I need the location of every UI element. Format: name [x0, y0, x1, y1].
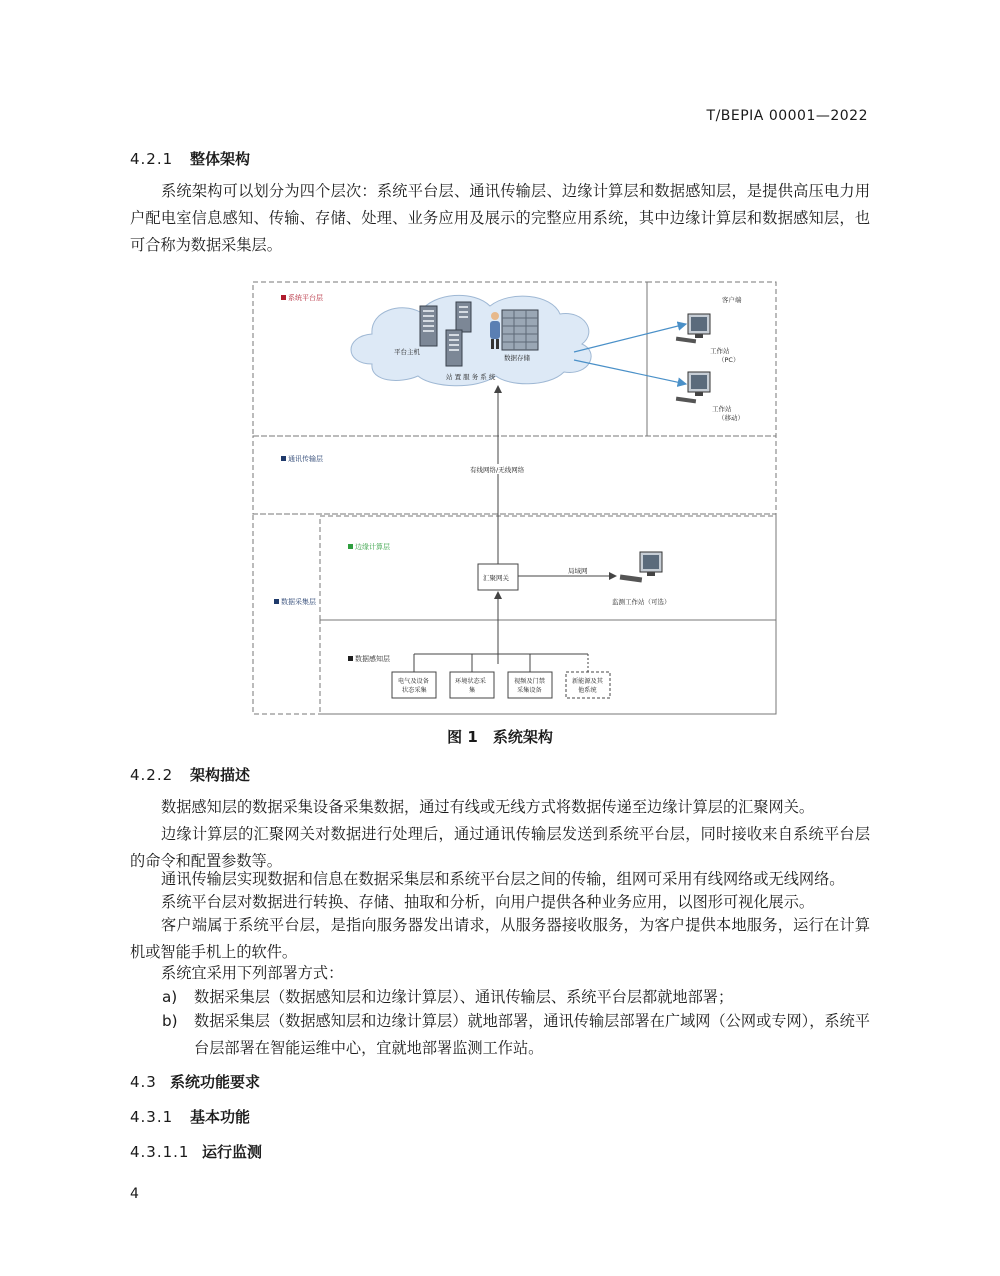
page-number: 4 [130, 1186, 139, 1202]
label-ws-mobile: 工作站 [712, 405, 732, 413]
section-title: 基本功能 [190, 1108, 251, 1126]
comm-layer-box [253, 436, 776, 514]
label-device-1-line1: 电气及设备 [398, 678, 429, 685]
label-gateway: 汇聚网关 [483, 574, 509, 582]
label-sense-layer: 数据感知层 [355, 655, 390, 663]
label-network: 有线网络/无线网络 [470, 466, 525, 474]
device-box-video [508, 672, 552, 698]
document-code: T/BEPIA 00001—2022 [706, 108, 868, 124]
edge-layer-box [320, 516, 776, 620]
section-number: 4.3.1 [130, 1108, 174, 1126]
sense-layer-box [320, 620, 776, 714]
paragraph-client: 客户端属于系统平台层，是指向服务器发出请求，从服务器接收服务，为客户提供本地服务，运行在计算机或智能手机上的软件。 [130, 916, 870, 961]
section-heading-4-3 [130, 1071, 260, 1092]
label-device-1-line2: 状态采集 [402, 687, 427, 694]
section-number: 4.3 [130, 1073, 157, 1091]
edge-marker-icon [348, 544, 353, 549]
section-number: 4.2.2 [130, 766, 174, 784]
monitor-computer-icon [620, 552, 662, 583]
comm-marker-icon [281, 456, 286, 461]
label-device-2-line1: 环境状态采 [455, 678, 486, 685]
paragraph-edge-layer: 边缘计算层的汇聚网关对数据进行处理后，通过通讯传输层发送到系统平台层，同时接收来自系统平台层的命令和配置参数等。 [130, 825, 870, 870]
label-cloud-service: 站 置 服 务 系 统 [446, 373, 496, 381]
paragraph-architecture-overview: 系统架构可以划分为四个层次：系统平台层、通讯传输层、边缘计算层和数据感知层，是提供高压电力用户配电室信息感知、传输、存储、处理、业务应用及展示的完整应用系统，其中边缘计算层和数据感知层，也可合称为数据采集层。 [130, 182, 870, 254]
section-title: 架构描述 [190, 766, 251, 784]
label-ws-pc-note: （PC） [718, 356, 740, 364]
label-device-4-line1: 新能源及其 [572, 678, 603, 685]
server-icon [456, 302, 471, 332]
list-marker: b) [162, 1012, 178, 1030]
platform-marker-icon [281, 295, 286, 300]
label-ws-pc: 工作站 [710, 347, 730, 355]
storage-rack-icon [502, 310, 538, 350]
label-ws-mobile-note: （移动） [718, 414, 744, 422]
list-item-a [130, 984, 870, 1011]
section-heading-4-2-1 [130, 148, 250, 169]
label-collect-layer: 数据采集层 [281, 598, 316, 606]
device-box-environment [450, 672, 494, 698]
section-title: 运行监测 [202, 1143, 263, 1161]
architecture-diagram [252, 280, 778, 718]
section-heading-4-3-1-1 [130, 1141, 262, 1162]
label-device-2-line2: 集 [469, 687, 476, 694]
paragraph-sense-layer: 数据感知层的数据采集设备采集数据，通过有线或无线方式将数据传递至边缘计算层的汇聚网关。 [161, 798, 815, 816]
list-item-b [130, 1008, 870, 1062]
paragraph-comm-layer: 通讯传输层实现数据和信息在数据采集层和系统平台层之间的传输，组网可采用有线网络或无线网络。 [161, 870, 845, 888]
list-text: 数据采集层（数据感知层和边缘计算层）就地部署，通讯传输层部署在广域网（公网或专网），系统平台层部署在智能运维中心，宜就地部署监测工作站。 [194, 1012, 870, 1057]
list-marker: a) [162, 988, 178, 1006]
label-client: 客户端 [722, 296, 742, 304]
section-title: 系统功能要求 [170, 1073, 261, 1091]
server-icon [420, 306, 437, 346]
sense-marker-icon [348, 656, 353, 661]
section-number: 4.3.1.1 [130, 1143, 190, 1161]
label-data-storage: 数据存储 [504, 354, 530, 362]
paragraph-deployment-intro: 系统宜采用下列部署方式： [161, 964, 344, 982]
label-device-3-line1: 视频及门禁 [514, 678, 545, 685]
section-title: 整体架构 [190, 150, 251, 168]
section-heading-4-2-2 [130, 764, 250, 785]
server-icon [446, 330, 462, 366]
section-number: 4.2.1 [130, 150, 174, 168]
arrow-to-pc [574, 324, 686, 352]
label-platform-host: 平台主机 [394, 348, 420, 356]
label-device-3-line2: 采集设备 [517, 687, 542, 694]
label-platform-layer: 系统平台层 [288, 294, 323, 302]
label-monitor-ws: 监测工作站（可选） [612, 598, 671, 606]
device-box-electrical [392, 672, 436, 698]
computer-icon [676, 372, 710, 403]
paragraph-platform-layer: 系统平台层对数据进行转换、存储、抽取和分析，向用户提供各种业务应用，以图形可视化展示。 [161, 893, 815, 911]
label-comm-layer: 通讯传输层 [288, 455, 323, 463]
list-text: 数据采集层（数据感知层和边缘计算层）、通讯传输层、系统平台层都就地部署； [194, 988, 734, 1006]
arrow-to-mobile [574, 360, 686, 384]
section-heading-4-3-1 [130, 1106, 250, 1127]
label-edge-layer: 边缘计算层 [355, 543, 390, 551]
label-device-4-line2: 他系统 [578, 687, 597, 694]
device-box-new-energy [566, 672, 610, 698]
collect-marker-icon [274, 599, 279, 604]
computer-icon [676, 314, 710, 343]
figure-caption: 图 1 系统架构 [447, 728, 553, 746]
label-lan: 局域网 [568, 567, 588, 575]
